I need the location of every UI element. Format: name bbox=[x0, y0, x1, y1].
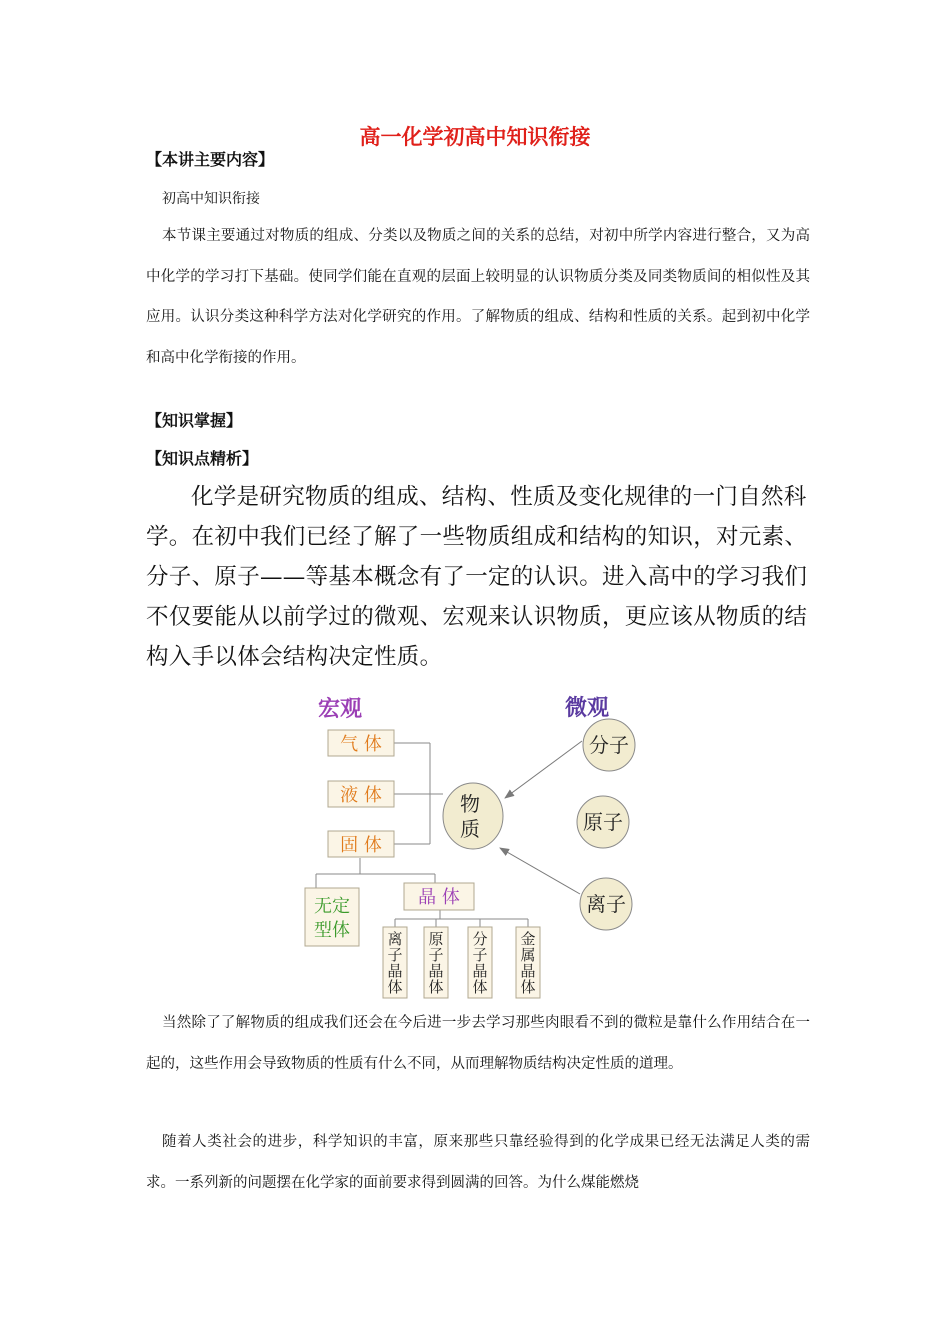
solid-label: 固 体 bbox=[340, 835, 382, 856]
metallic-crystal-char-2: 属 bbox=[520, 946, 536, 964]
metallic-crystal-char-1: 金 bbox=[520, 930, 536, 948]
matter-label-line1: 物 bbox=[460, 792, 480, 816]
atom-label: 原子 bbox=[583, 810, 623, 834]
molecule-arrow bbox=[505, 741, 582, 798]
main-paragraph: 化学是研究物质的组成、结构、性质及变化规律的一门自然科学。在初中我们已经了解了一些物质组成和结构的知识，对元素、分子、原子——等基本概念有了一定的认识。进入高中的学习我们不仅要能从以前学过的微观、宏观来认识物质，更应该从物质的结构入手以体会结构决定性质。 bbox=[146, 484, 808, 670]
gas-box bbox=[328, 730, 394, 756]
ionic-crystal-box bbox=[383, 927, 407, 998]
atom-node bbox=[577, 796, 629, 848]
molecule-node bbox=[583, 719, 635, 771]
knowledge-heading: 【知识掌握】 bbox=[146, 411, 243, 430]
atomic-crystal-box bbox=[424, 927, 448, 998]
metallic-crystal-char-4: 体 bbox=[520, 978, 536, 996]
ionic-crystal-char-4: 体 bbox=[387, 978, 403, 996]
atomic-crystal-char-4: 体 bbox=[428, 978, 444, 996]
main-content-subtitle: 初高中知识衔接 bbox=[162, 191, 260, 207]
paragraph-after-diagram: 当然除了了解物质的组成我们还会在今后进一步去学习那些肉眼看不到的微粒是靠什么作用结合在一起的，这些作用会导致物质的性质有什么不同，从而理解物质结构决定性质的道理。 bbox=[146, 1015, 810, 1072]
gas-label: 气 体 bbox=[340, 734, 382, 755]
solid-box bbox=[328, 831, 394, 857]
liquid-label: 液 体 bbox=[340, 785, 382, 806]
ionic-crystal-char-3: 晶 bbox=[387, 962, 403, 980]
molecule-label: 分子 bbox=[589, 733, 629, 757]
atomic-crystal-char-3: 晶 bbox=[428, 962, 444, 980]
last-paragraph: 随着人类社会的进步，科学知识的丰富，原来那些只靠经验得到的化学成果已经无法满足人类的需求。一系列新的问题摆在化学家的面前要求得到圆满的回答。为什么煤能燃烧 bbox=[146, 1134, 810, 1191]
ion-node bbox=[580, 878, 632, 930]
amorphous-box bbox=[305, 888, 359, 946]
amorphous-label-line2: 型体 bbox=[314, 920, 350, 941]
crystal-label: 晶 体 bbox=[418, 887, 460, 908]
matter-node bbox=[443, 783, 503, 849]
macro-label: 宏观 bbox=[317, 696, 363, 722]
metallic-crystal-box bbox=[516, 927, 540, 998]
matter-classification-diagram bbox=[300, 686, 650, 1006]
atomic-crystal-char-1: 原 bbox=[428, 930, 444, 948]
ion-arrow bbox=[500, 848, 580, 894]
intro-paragraph: 本节课主要通过对物质的组成、分类以及物质之间的关系的总结，对初中所学内容进行整合，又为高中化学的学习打下基础。使同学们能在直观的层面上较明显的认识物质分类及同类物质间的相似性及其应用。认识分类这种科学方法对化学研究的作用。了解物质的组成、结构和性质的关系。起到初中化学和高中化学衔接的作用。 bbox=[146, 228, 810, 366]
molecular-crystal-char-2: 子 bbox=[472, 946, 488, 964]
ion-label: 离子 bbox=[586, 892, 626, 916]
amorphous-label-line1: 无定 bbox=[314, 896, 350, 917]
matter-label-line2: 质 bbox=[460, 817, 480, 841]
liquid-box bbox=[328, 781, 394, 807]
ionic-crystal-char-2: 子 bbox=[387, 946, 403, 964]
crystal-box bbox=[404, 883, 474, 910]
page-title: 高一化学初高中知识衔接 bbox=[359, 124, 591, 149]
atomic-crystal-char-2: 子 bbox=[428, 946, 444, 964]
metallic-crystal-char-3: 晶 bbox=[520, 962, 536, 980]
ionic-crystal-char-1: 离 bbox=[387, 930, 403, 948]
main-content-heading: 【本讲主要内容】 bbox=[146, 150, 275, 169]
molecular-crystal-char-3: 晶 bbox=[472, 962, 488, 980]
molecular-crystal-char-4: 体 bbox=[472, 978, 488, 996]
molecular-crystal-box bbox=[468, 927, 492, 998]
analysis-heading: 【知识点精析】 bbox=[146, 449, 259, 468]
micro-label: 微观 bbox=[564, 695, 610, 721]
molecular-crystal-char-1: 分 bbox=[472, 930, 488, 948]
